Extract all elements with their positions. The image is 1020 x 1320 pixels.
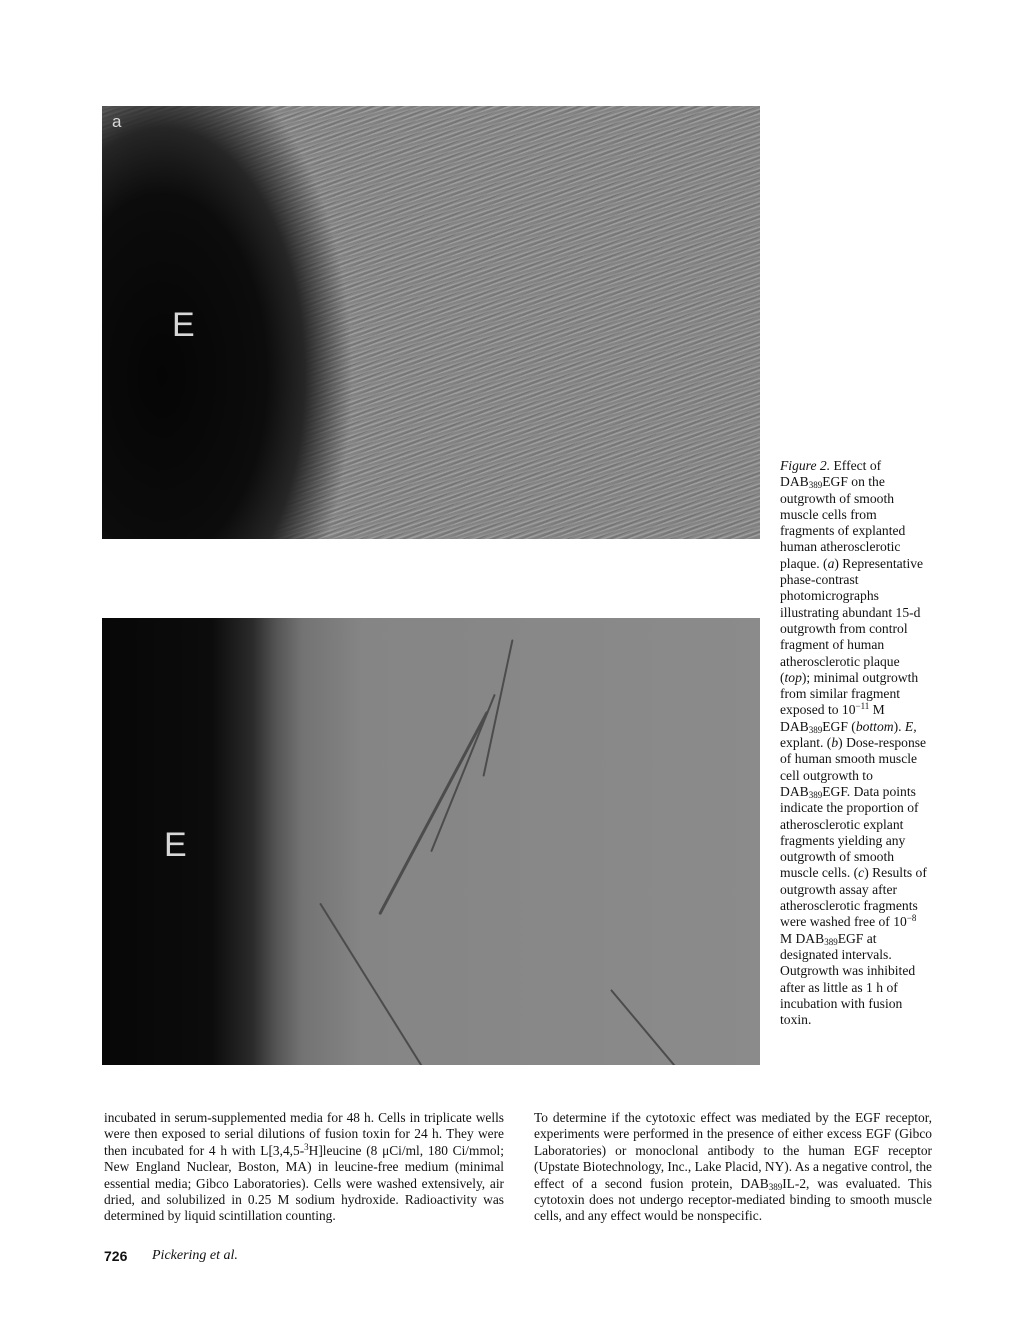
caption-italic: top	[784, 669, 802, 685]
caption-subscript: 389	[808, 724, 823, 735]
caption-subscript: 389	[808, 789, 823, 800]
page-number: 726	[104, 1248, 128, 1264]
caption-subscript: 389	[824, 936, 838, 947]
caption-italic: c	[858, 865, 865, 881]
caption-text: M DAB	[780, 930, 825, 946]
paragraph-text: IL-2, was evaluated. This cytotoxin does not undergo receptor-mediated binding to smooth muscle cells, and any effect would be nonspecific.	[534, 1175, 932, 1224]
caption-text: explant. (	[780, 735, 832, 751]
caption-text: ).	[893, 718, 905, 734]
caption-text: EGF (	[822, 718, 856, 734]
caption-text: EGF on the outgrowth of smooth muscle cells from fragments of explanted human atherosclerotic plaque. (	[780, 474, 906, 571]
caption-italic: b	[831, 735, 839, 751]
body-text-left-column	[104, 1110, 504, 1225]
caption-subscript: 389	[808, 480, 823, 491]
paragraph-text: incubated in serum-supplemented media for 48 h. Cells in triplicate wells were then exposed to serial dilutions of fusion toxin for 24 h. They were then incubated for 4 h with L[3,4,5-	[104, 1110, 504, 1158]
caption-superscript: −8	[906, 913, 917, 924]
paragraph-text: H]leucine (8 μCi/ml, 180 Ci/mmol; New England Nuclear, Boston, MA) in leucine-free medium (minimal essential media; Gibco Laboratories). Cells were washed extensively, air dried, and solubilized in 0.25 M sodium hydroxide. Radioactivity was determined by liquid scintillation counting.	[104, 1142, 504, 1224]
panel-a-label: a	[112, 112, 122, 131]
running-head: Pickering et al.	[152, 1248, 238, 1263]
cell-strand	[430, 694, 496, 852]
caption-text: M DAB	[780, 702, 885, 734]
caption-text: EGF. Data points indicate the proportion of atherosclerotic explant fragments yielding any outgrowth of smooth muscle cells. (	[780, 783, 919, 881]
cell-strand	[610, 989, 676, 1065]
subscript: 389	[768, 1181, 783, 1192]
explant-label-top: E	[172, 306, 195, 344]
caption-italic: E,	[904, 718, 917, 734]
body-text-right-column	[534, 1110, 932, 1225]
caption-label: Figure 2.	[780, 458, 831, 473]
caption-italic: bottom	[855, 718, 894, 734]
micrograph-bottom	[102, 618, 760, 1065]
caption-text: ) Dose-response of human smooth muscle cell outgrowth to DAB	[780, 735, 927, 799]
caption-text: ) Results of outgrowth assay after atherosclerotic fragments were washed free of 10	[780, 865, 927, 930]
caption-text: ); minimal outgrowth from similar fragment exposed to 10	[780, 669, 919, 718]
explant-label-bottom: E	[164, 826, 187, 864]
cell-strand	[319, 903, 427, 1065]
paragraph-text: To determine if the cytotoxic effect was mediated by the EGF receptor, experiments were performed in the presence of either excess EGF (Gibco Laboratories) or monoclonal antibody to the human EGF receptor (Upstate Biotechnology, Inc., Lake Placid, NY). As a negative control, the effect of a second fusion protein, DAB	[534, 1110, 932, 1191]
caption-text: EGF at designated intervals. Outgrowth was inhibited after as little as 1 h of incubation with fusion toxin.	[780, 930, 916, 1028]
cell-strand	[378, 711, 489, 915]
caption-italic: a	[827, 555, 835, 571]
micrograph-top	[102, 106, 760, 539]
caption-text: ) Representative phase-contrast photomicrographs illustrating abundant 15-d outgrowth from control fragment of human atherosclerotic plaque (	[780, 555, 924, 685]
figure-caption	[780, 458, 928, 1028]
caption-superscript: −11	[855, 701, 870, 712]
caption-text: Effect of DAB	[780, 458, 882, 490]
superscript: 3	[304, 1141, 309, 1152]
